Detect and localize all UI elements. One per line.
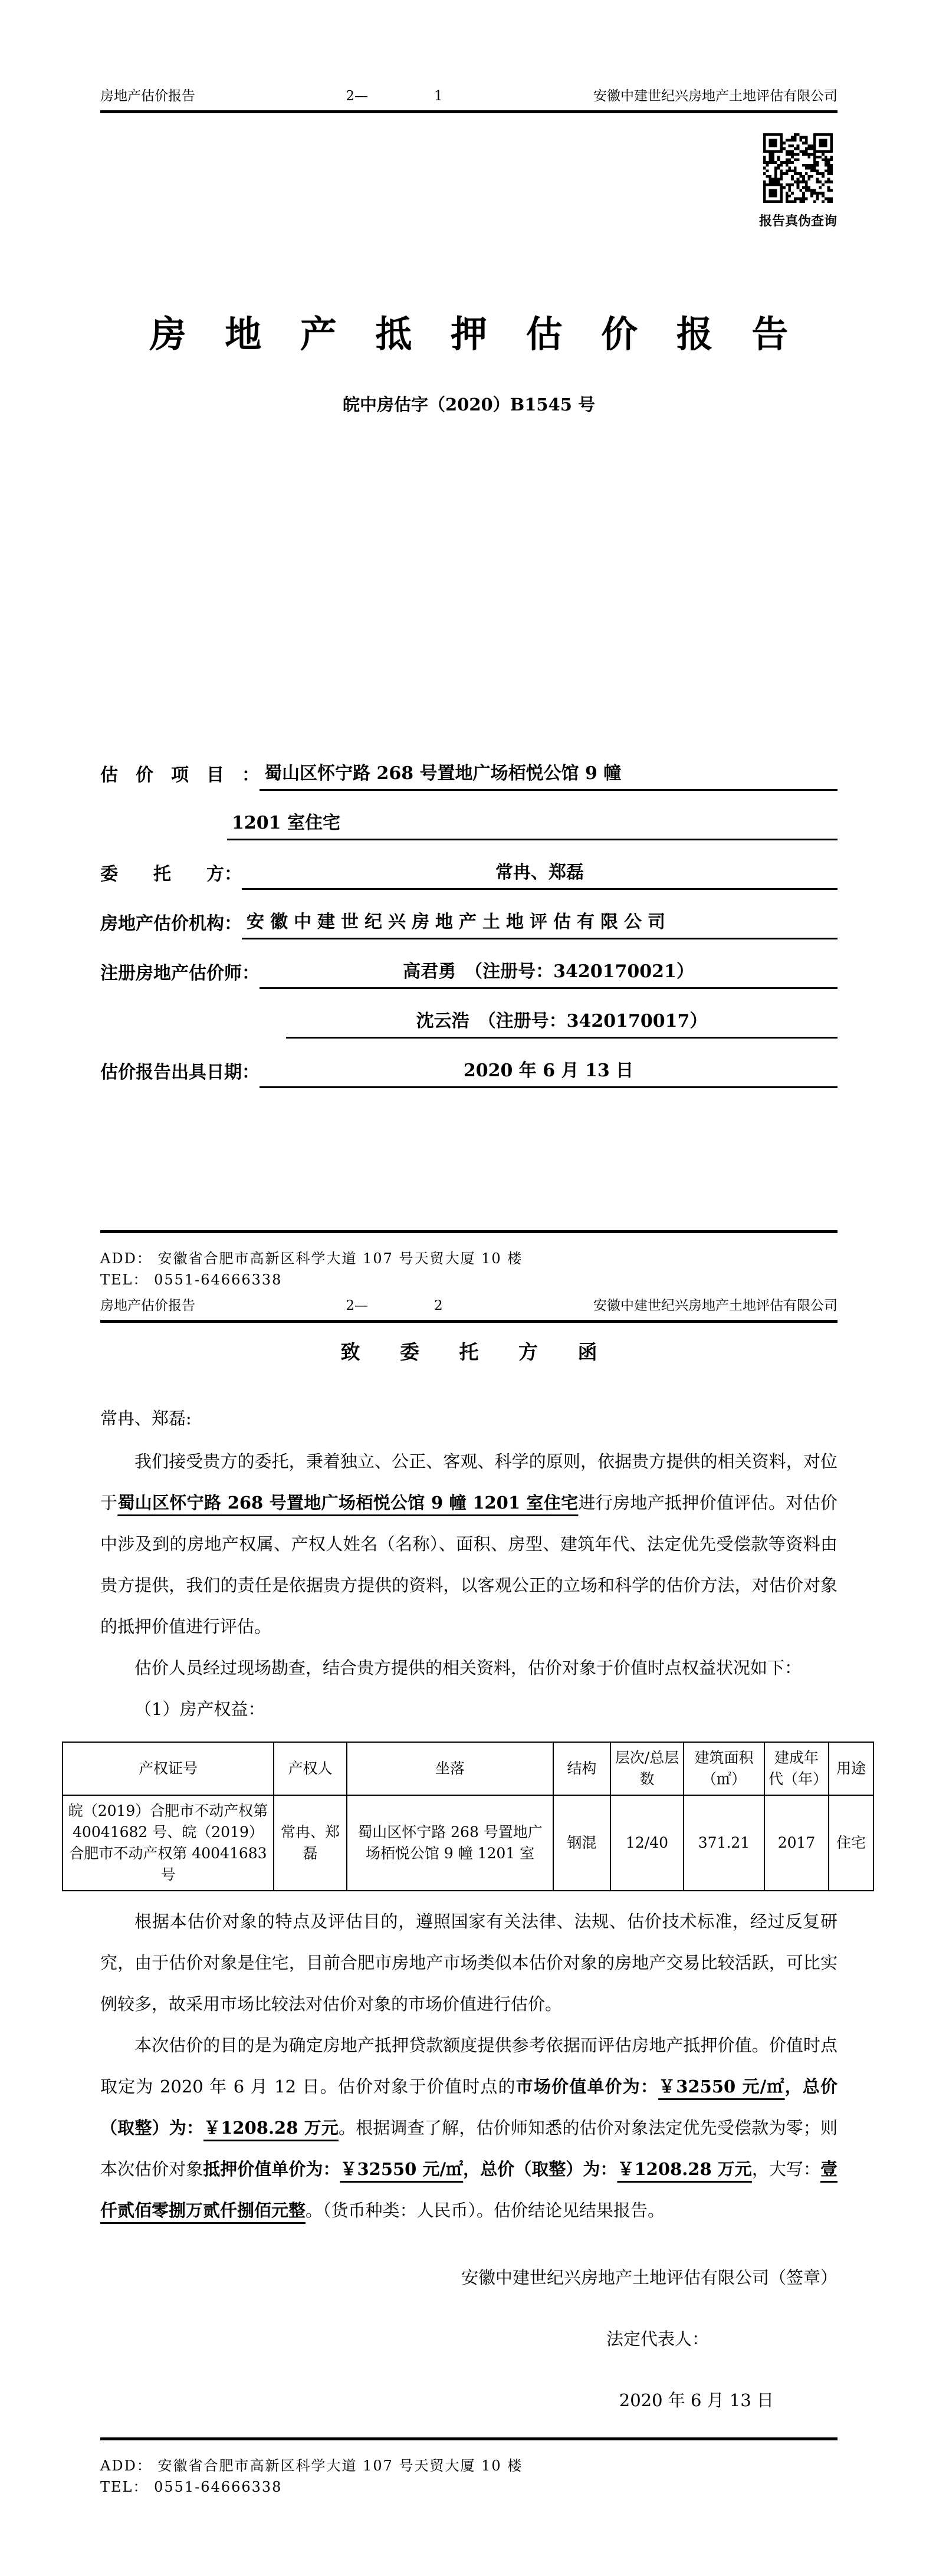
page2-running-header [100,1289,838,1323]
mortgage-unit-price-label: 抵押价值单价为： [203,2159,340,2179]
page-group-label: 2— [346,88,368,104]
mortgage-unit-price-value: ￥32550 元/㎡ [340,2159,464,2179]
footer-phone: TEL： 0551-64666338 [100,1271,283,1288]
field-label: 估 价 项 目 ： [100,765,260,786]
table-header-cell: 坐落 [347,1742,553,1795]
text-segment: 我们接受贵方的委托，秉着独立、公正、客观、科学的原则，依据贵方提供的相关资料，对位于 [100,1451,838,1513]
field-value: 安徽中建世纪兴房地产土地评估有限公司 [242,907,838,939]
text-segment: 进行房地产抵押价值评估。对估价中涉及到的房地产权属、产权人姓名（名称）、面积、房型、建筑年代、法定优先受偿款等资料由贵方提供，我们的责任是依据贵方提供的资料，以客观公正的立场和科学的估价方法，对估价对象的抵押价值进行评估。 [100,1493,838,1637]
page-marker [346,1297,442,1315]
page2-running-footer [100,2437,838,2497]
letter-paragraph-1 [100,1441,838,1647]
field-label: 注册房地产估价师： [100,963,260,984]
table-header-cell: 层次/总层数 [610,1742,684,1795]
table-cell-year: 2017 [764,1795,829,1891]
text-segment: 本次估价的目的是为确定房地产抵押贷款额度提供参考依据而评估房地产抵押价值。价值时点取定为 2020 年 6 月 12 日。估价对象于价值时点的 [100,2035,838,2097]
report-type-label: 房地产估价报告 [100,88,195,104]
qr-block [759,133,837,229]
page1-running-footer [100,1230,838,1290]
table-header-cell: 产权证号 [63,1742,274,1795]
document-number: 皖中房估字（2020）B1545 号 [342,395,596,415]
table-cell-certificate: 皖（2019）合肥市不动产权第 40041682 号、皖（2019）合肥市不动产权第 40041683 号 [63,1795,274,1891]
field-value: 常冉、郑磊 [242,857,838,890]
qr-code-icon [763,133,833,205]
field-row-project-cont [100,791,838,840]
amount-in-words: 壹仟贰佰零捌万贰仟捌佰元整 [100,2159,838,2220]
table-header-cell: 用途 [829,1742,873,1795]
company-name-header: 安徽中建世纪兴房地产土地评估有限公司 [593,1298,838,1313]
table-cell-location: 蜀山区怀宁路 268 号置地广场栢悦公馆 9 幢 1201 室 [347,1795,553,1891]
field-label: 房地产估价机构： [100,914,242,934]
signature-company: 安徽中建世纪兴房地产土地评估有限公司（签章） [461,2268,838,2288]
field-value: 1201 室住宅 [227,808,838,840]
letter-paragraph-2: 估价人员经过现场勘查，结合贵方提供的相关资料，估价对象于价值时点权益状况如下： [134,1658,802,1678]
page-group-label: 2— [346,1298,368,1313]
page-number: 2 [434,1298,443,1313]
market-unit-price-value: ￥32550 元/㎡ [658,2076,785,2097]
mortgage-total-value: ￥1208.28 万元 [617,2159,752,2179]
table-header-cell: 建筑面积（㎡） [684,1742,764,1795]
table-header-cell: 建成年代（年） [764,1742,829,1795]
footer-address: ADD： 安徽省合肥市高新区科学大道 107 号天贸大厦 10 楼 [100,1250,523,1267]
table-header-row [63,1742,873,1795]
market-unit-price-label: 市场价值单价为： [515,2076,659,2097]
field-value: 2020 年 6 月 13 日 [260,1056,838,1088]
field-row-appraiser-1 [100,939,838,989]
letter-title: 致 委 托 方 函 [340,1340,614,1363]
table-row [63,1795,873,1891]
footer-phone: TEL： 0551-64666338 [100,2479,283,2495]
field-row-project [100,741,838,791]
field-label: 委 托 方： [100,864,242,885]
field-value: 蜀山区怀宁路 268 号置地广场栢悦公馆 9 幢 [260,758,838,791]
field-value: 高君勇 （注册号：3420170021） [260,957,838,989]
field-row-issue-date [100,1039,838,1088]
text-segment: ，大写： [751,2159,820,2179]
field-label [100,1034,286,1039]
field-label [100,836,227,840]
company-name-header: 安徽中建世纪兴房地产土地评估有限公司 [593,88,838,104]
page-2-letter [0,1289,936,2576]
table-cell-use: 住宅 [829,1795,873,1891]
text-segment: 。（货币种类：人民币）。估价结论见结果报告。 [306,2200,665,2220]
total-price-value: ￥1208.28 万元 [203,2118,339,2138]
field-row-agency [100,890,838,939]
page1-running-header [100,0,838,113]
field-value: 沈云浩 （注册号：3420170017） [286,1006,838,1039]
total-price-label: ，总价（取整）为： [100,2076,838,2138]
page-marker [346,87,442,105]
field-row-appraiser-2 [100,989,838,1039]
report-type-label: 房地产估价报告 [100,1298,195,1313]
letter-paragraph-4 [100,2025,838,2231]
qr-caption: 报告真伪查询 [759,213,838,229]
table-cell-owner: 常冉、郑磊 [274,1795,347,1891]
signature-legal-rep: 法定代表人： [606,2329,709,2349]
text-segment: 。根据调查了解，估价师知悉的估价对象法定优先受偿款为零；则本次估价对象 [100,2118,838,2179]
property-rights-table [62,1742,874,1891]
table-header-cell: 产权人 [274,1742,347,1795]
signature-date: 2020 年 6 月 13 日 [619,2390,774,2410]
table-cell-area: 371.21 [684,1795,764,1891]
field-row-client [100,840,838,890]
footer-address: ADD： 安徽省合肥市高新区科学大道 107 号天贸大厦 10 楼 [100,2457,523,2474]
page-number: 1 [434,88,443,104]
cover-fields [100,741,838,1088]
signature-block [100,2265,838,2413]
letter-paragraph-3: 根据本估价对象的特点及评估目的，遵照国家有关法律、法规、估价技术标准，经过反复研究，由于估价对象是住宅，目前合肥市房地产市场类似本估价对象的房地产交易比较活跃，可比实例较多，故采用市场比较法对估价对象的市场价值进行估价。 [100,1911,838,2014]
table-cell-floor: 12/40 [610,1795,684,1891]
list-item-rights: （1）房产权益： [134,1699,265,1719]
mortgage-total-label: ，总价（取整）为： [463,2159,618,2179]
report-title: 房 地 产 抵 押 估 价 报 告 [149,313,802,356]
field-label: 估价报告出具日期： [100,1062,260,1083]
table-header-cell: 结构 [553,1742,610,1795]
letter-salutation: 常冉、郑磊: [100,1408,192,1428]
property-address-emphasis: 蜀山区怀宁路 268 号置地广场栢悦公馆 9 幢 1201 室住宅 [117,1493,579,1513]
table-cell-structure: 钢混 [553,1795,610,1891]
